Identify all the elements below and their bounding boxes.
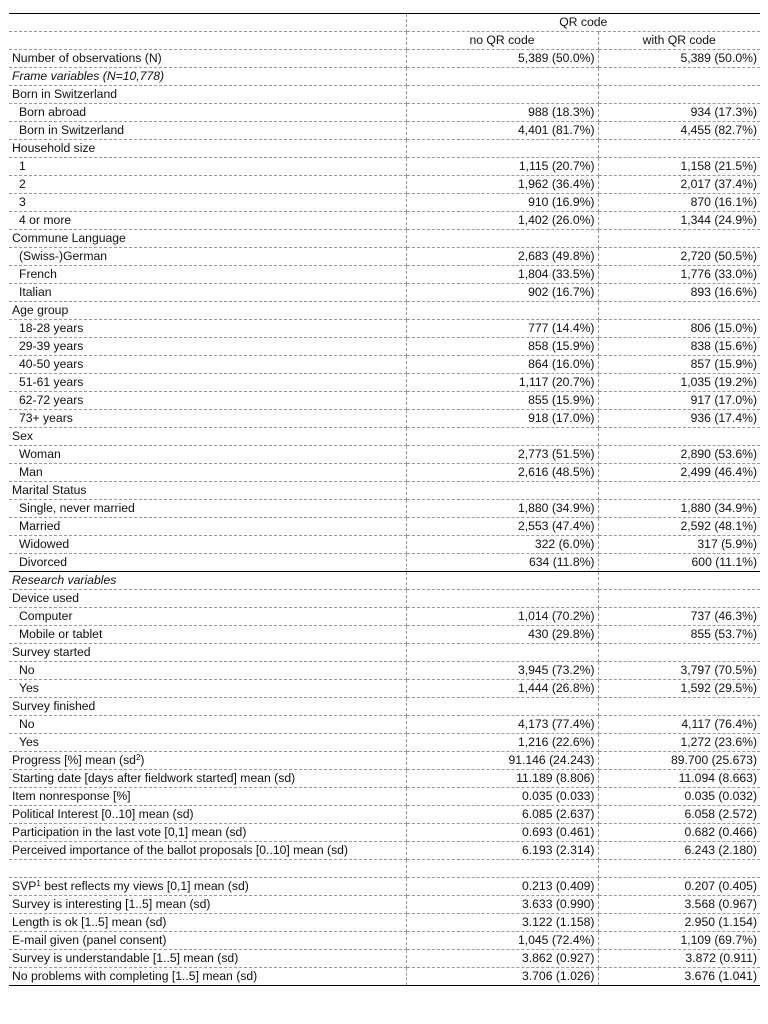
value-with-qr: 1,344 (24.9%)	[598, 212, 760, 230]
value-with-qr: 870 (16.1%)	[598, 194, 760, 212]
row-label: Woman	[9, 446, 406, 464]
value-with-qr	[598, 590, 760, 608]
value-no-qr	[406, 230, 598, 248]
value-no-qr: 2,683 (49.8%)	[406, 248, 598, 266]
table-row	[9, 914, 760, 932]
table-row	[9, 50, 760, 68]
value-no-qr: 322 (6.0%)	[406, 536, 598, 554]
table-header	[9, 14, 760, 50]
value-no-qr: 1,880 (34.9%)	[406, 500, 598, 518]
value-no-qr: 3.633 (0.990)	[406, 896, 598, 914]
row-label: Born in Switzerland	[9, 122, 406, 140]
value-no-qr: 1,216 (22.6%)	[406, 734, 598, 752]
table-row	[9, 842, 760, 860]
table-row	[9, 392, 760, 410]
value-with-qr: 3.676 (1.041)	[598, 968, 760, 986]
header-group-row	[9, 14, 760, 32]
row-label	[9, 878, 406, 896]
row-label: 40-50 years	[9, 356, 406, 374]
value-no-qr	[406, 428, 598, 446]
value-with-qr: 3.568 (0.967)	[598, 896, 760, 914]
row-label: 3	[9, 194, 406, 212]
row-label: Participation in the last vote [0,1] mean (sd)	[9, 824, 406, 842]
value-with-qr: 1,880 (34.9%)	[598, 500, 760, 518]
table-row	[9, 302, 760, 320]
row-label: Single, never married	[9, 500, 406, 518]
value-with-qr: 917 (17.0%)	[598, 392, 760, 410]
value-with-qr: 2,720 (50.5%)	[598, 248, 760, 266]
table-row	[9, 356, 760, 374]
value-no-qr: 4,173 (77.4%)	[406, 716, 598, 734]
value-with-qr: 2,499 (46.4%)	[598, 464, 760, 482]
value-no-qr: 6.193 (2.314)	[406, 842, 598, 860]
row-label: 73+ years	[9, 410, 406, 428]
row-label: 4 or more	[9, 212, 406, 230]
value-with-qr	[598, 68, 760, 86]
value-no-qr: 918 (17.0%)	[406, 410, 598, 428]
column-header-with-qr: with QR code	[598, 32, 760, 50]
header-column-row	[9, 32, 760, 50]
value-with-qr: 6.058 (2.572)	[598, 806, 760, 824]
table-row	[9, 662, 760, 680]
value-no-qr: 0.213 (0.409)	[406, 878, 598, 896]
table-row	[9, 698, 760, 716]
value-with-qr: 934 (17.3%)	[598, 104, 760, 122]
value-no-qr: 11.189 (8.806)	[406, 770, 598, 788]
row-label: Research variables	[9, 572, 406, 590]
row-label: Survey finished	[9, 698, 406, 716]
value-with-qr	[598, 428, 760, 446]
value-no-qr: 3,945 (73.2%)	[406, 662, 598, 680]
table-row	[9, 626, 760, 644]
row-label-text: Progress [%] mean (sd	[12, 753, 136, 767]
row-label: Political Interest [0..10] mean (sd)	[9, 806, 406, 824]
value-with-qr: 2,890 (53.6%)	[598, 446, 760, 464]
value-no-qr: 1,014 (70.2%)	[406, 608, 598, 626]
row-label: Marital Status	[9, 482, 406, 500]
spacer-row	[9, 860, 760, 878]
value-no-qr: 1,804 (33.5%)	[406, 266, 598, 284]
value-no-qr: 634 (11.8%)	[406, 554, 598, 572]
row-label: E-mail given (panel consent)	[9, 932, 406, 950]
row-label: 18-28 years	[9, 320, 406, 338]
value-no-qr: 1,402 (26.0%)	[406, 212, 598, 230]
row-label: Item nonresponse [%]	[9, 788, 406, 806]
row-label: Born in Switzerland	[9, 86, 406, 104]
value-no-qr: 3.862 (0.927)	[406, 950, 598, 968]
value-no-qr: 1,045 (72.4%)	[406, 932, 598, 950]
table-row	[9, 716, 760, 734]
value-with-qr: 0.207 (0.405)	[598, 878, 760, 896]
table-row	[9, 968, 760, 986]
row-label: 1	[9, 158, 406, 176]
row-label: Age group	[9, 302, 406, 320]
table-row	[9, 284, 760, 302]
value-with-qr: 1,109 (69.7%)	[598, 932, 760, 950]
row-label: (Swiss-)German	[9, 248, 406, 266]
table-row	[9, 248, 760, 266]
table-row	[9, 824, 760, 842]
header-blank-cell	[9, 32, 406, 50]
row-label: No	[9, 716, 406, 734]
table-row	[9, 788, 760, 806]
table-row	[9, 770, 760, 788]
value-with-qr: 1,158 (21.5%)	[598, 158, 760, 176]
row-label-suffix: best reflects my views [0,1] mean (sd)	[40, 879, 249, 893]
row-label: 62-72 years	[9, 392, 406, 410]
value-with-qr	[598, 860, 760, 878]
value-with-qr: 2.950 (1.154)	[598, 914, 760, 932]
value-with-qr	[598, 482, 760, 500]
table-body	[9, 50, 760, 986]
value-no-qr: 4,401 (81.7%)	[406, 122, 598, 140]
table-row	[9, 266, 760, 284]
value-with-qr: 806 (15.0%)	[598, 320, 760, 338]
value-no-qr	[406, 86, 598, 104]
value-with-qr: 2,592 (48.1%)	[598, 518, 760, 536]
value-no-qr: 2,616 (48.5%)	[406, 464, 598, 482]
value-no-qr: 1,115 (20.7%)	[406, 158, 598, 176]
table-row	[9, 680, 760, 698]
value-with-qr	[598, 140, 760, 158]
row-label: Divorced	[9, 554, 406, 572]
row-label: Computer	[9, 608, 406, 626]
table-row	[9, 572, 760, 590]
value-with-qr: 317 (5.9%)	[598, 536, 760, 554]
table-row	[9, 932, 760, 950]
row-label: 51-61 years	[9, 374, 406, 392]
table-row	[9, 590, 760, 608]
value-no-qr	[406, 590, 598, 608]
table-row	[9, 752, 760, 770]
value-no-qr: 430 (29.8%)	[406, 626, 598, 644]
row-label-suffix: )	[140, 753, 145, 767]
table-row	[9, 68, 760, 86]
value-with-qr	[598, 302, 760, 320]
row-label: Perceived importance of the ballot proposals [0..10] mean (sd)	[9, 842, 406, 860]
value-with-qr: 11.094 (8.663)	[598, 770, 760, 788]
footnote-marker: 1	[36, 879, 41, 888]
table-row	[9, 896, 760, 914]
row-label: Survey is interesting [1..5] mean (sd)	[9, 896, 406, 914]
table-row	[9, 410, 760, 428]
value-no-qr	[406, 572, 598, 590]
value-with-qr: 0.682 (0.466)	[598, 824, 760, 842]
row-label: 2	[9, 176, 406, 194]
row-label: Household size	[9, 140, 406, 158]
row-label: Yes	[9, 734, 406, 752]
table-row	[9, 428, 760, 446]
value-with-qr: 2,017 (37.4%)	[598, 176, 760, 194]
table-row	[9, 644, 760, 662]
value-with-qr	[598, 572, 760, 590]
row-label: Widowed	[9, 536, 406, 554]
table-row	[9, 608, 760, 626]
row-label: Man	[9, 464, 406, 482]
value-no-qr	[406, 68, 598, 86]
table-row	[9, 806, 760, 824]
table-row	[9, 212, 760, 230]
value-with-qr: 1,776 (33.0%)	[598, 266, 760, 284]
value-with-qr: 1,592 (29.5%)	[598, 680, 760, 698]
footnote-marker: 2	[135, 753, 141, 762]
value-no-qr: 2,773 (51.5%)	[406, 446, 598, 464]
row-label: No problems with completing [1..5] mean (sd)	[9, 968, 406, 986]
table-row	[9, 158, 760, 176]
row-label: Italian	[9, 284, 406, 302]
value-no-qr: 1,962 (36.4%)	[406, 176, 598, 194]
value-with-qr: 89.700 (25.673)	[598, 752, 760, 770]
row-label: Frame variables (N=10,778)	[9, 68, 406, 86]
value-no-qr	[406, 860, 598, 878]
value-no-qr: 6.085 (2.637)	[406, 806, 598, 824]
table-row	[9, 554, 760, 572]
value-with-qr: 857 (15.9%)	[598, 356, 760, 374]
row-label: Length is ok [1..5] mean (sd)	[9, 914, 406, 932]
table-row	[9, 140, 760, 158]
value-no-qr: 1,117 (20.7%)	[406, 374, 598, 392]
row-label: Married	[9, 518, 406, 536]
table-row	[9, 320, 760, 338]
table-row	[9, 194, 760, 212]
row-label: No	[9, 662, 406, 680]
row-label: Yes	[9, 680, 406, 698]
value-no-qr	[406, 644, 598, 662]
table-row	[9, 230, 760, 248]
value-no-qr: 3.706 (1.026)	[406, 968, 598, 986]
value-with-qr: 737 (46.3%)	[598, 608, 760, 626]
value-with-qr	[598, 230, 760, 248]
row-label	[9, 752, 406, 770]
row-label: Born abroad	[9, 104, 406, 122]
value-with-qr	[598, 86, 760, 104]
value-with-qr: 5,389 (50.0%)	[598, 50, 760, 68]
table-row	[9, 536, 760, 554]
value-no-qr: 1,444 (26.8%)	[406, 680, 598, 698]
table-row	[9, 464, 760, 482]
table-row	[9, 374, 760, 392]
row-label-text: SVP	[12, 879, 37, 893]
value-no-qr	[406, 140, 598, 158]
row-label: Device used	[9, 590, 406, 608]
row-label: Starting date [days after fieldwork started] mean (sd)	[9, 770, 406, 788]
value-with-qr: 6.243 (2.180)	[598, 842, 760, 860]
table-row	[9, 104, 760, 122]
table-row	[9, 878, 760, 896]
value-no-qr: 988 (18.3%)	[406, 104, 598, 122]
value-no-qr: 5,389 (50.0%)	[406, 50, 598, 68]
table-row	[9, 176, 760, 194]
table-row	[9, 518, 760, 536]
value-no-qr: 0.035 (0.033)	[406, 788, 598, 806]
value-no-qr: 864 (16.0%)	[406, 356, 598, 374]
value-with-qr	[598, 644, 760, 662]
table-row	[9, 86, 760, 104]
value-with-qr: 3.872 (0.911)	[598, 950, 760, 968]
value-with-qr: 4,117 (76.4%)	[598, 716, 760, 734]
value-with-qr: 1,035 (19.2%)	[598, 374, 760, 392]
header-blank-cell	[9, 14, 406, 32]
value-no-qr: 0.693 (0.461)	[406, 824, 598, 842]
table-row	[9, 338, 760, 356]
value-no-qr	[406, 482, 598, 500]
row-label: Survey started	[9, 644, 406, 662]
row-label: Sex	[9, 428, 406, 446]
row-label	[9, 860, 406, 878]
value-no-qr: 910 (16.9%)	[406, 194, 598, 212]
table-row	[9, 482, 760, 500]
row-label: French	[9, 266, 406, 284]
value-with-qr: 4,455 (82.7%)	[598, 122, 760, 140]
value-no-qr: 3.122 (1.158)	[406, 914, 598, 932]
value-with-qr: 855 (53.7%)	[598, 626, 760, 644]
value-with-qr: 1,272 (23.6%)	[598, 734, 760, 752]
value-no-qr: 858 (15.9%)	[406, 338, 598, 356]
row-label: Number of observations (N)	[9, 50, 406, 68]
table-row	[9, 446, 760, 464]
value-with-qr: 936 (17.4%)	[598, 410, 760, 428]
value-with-qr: 600 (11.1%)	[598, 554, 760, 572]
table-row	[9, 950, 760, 968]
results-table	[9, 13, 760, 986]
value-no-qr: 91.146 (24.243)	[406, 752, 598, 770]
value-with-qr	[598, 698, 760, 716]
row-label: Mobile or tablet	[9, 626, 406, 644]
value-no-qr	[406, 698, 598, 716]
value-no-qr: 855 (15.9%)	[406, 392, 598, 410]
column-header-no-qr: no QR code	[406, 32, 598, 50]
value-with-qr: 3,797 (70.5%)	[598, 662, 760, 680]
table-row	[9, 122, 760, 140]
value-no-qr: 2,553 (47.4%)	[406, 518, 598, 536]
table-row	[9, 734, 760, 752]
value-no-qr: 777 (14.4%)	[406, 320, 598, 338]
value-with-qr: 893 (16.6%)	[598, 284, 760, 302]
value-with-qr: 838 (15.6%)	[598, 338, 760, 356]
value-no-qr	[406, 302, 598, 320]
row-label: Survey is understandable [1..5] mean (sd)	[9, 950, 406, 968]
table-row	[9, 500, 760, 518]
qr-code-group-label: QR code	[406, 14, 760, 32]
row-label: 29-39 years	[9, 338, 406, 356]
results-table-document	[9, 13, 760, 986]
value-with-qr: 0.035 (0.032)	[598, 788, 760, 806]
row-label: Commune Language	[9, 230, 406, 248]
value-no-qr: 902 (16.7%)	[406, 284, 598, 302]
